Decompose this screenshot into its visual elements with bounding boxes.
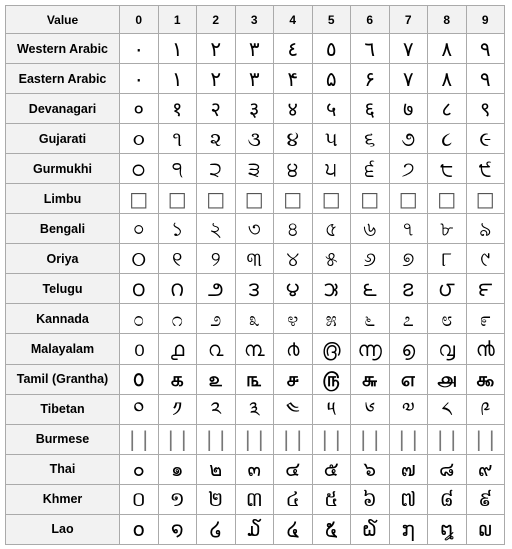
script-name: Kannada [6,304,120,334]
digit-cell-7: □ [389,184,428,214]
digit-cell-2: ൨ [197,334,236,364]
digit-cell-3: ੩ [235,154,274,184]
digit-cell-7: ൭ [389,334,428,364]
table-row [6,154,505,184]
digit-cell-7: ໗ [389,514,428,544]
digit-cell-1: ௧ [158,364,197,394]
numeral-systems-table [5,5,505,545]
script-name: Bengali [6,214,120,244]
digit-cell-3: ۳ [235,64,274,94]
script-name: Thai [6,454,120,484]
digit-cell-7: ៧ [389,484,428,514]
digit-cell-3: ៣ [235,484,274,514]
digit-cell-3: ౩ [235,274,274,304]
table-row [6,334,505,364]
digit-cell-5: ๕ [312,454,351,484]
digit-cell-8: ૮ [428,124,467,154]
digit-header-1: 1 [158,6,197,34]
digit-cell-6: □ [351,184,390,214]
digit-cell-0: ० [120,94,159,124]
digit-header-9: 9 [466,6,505,34]
digit-cell-4: ௪ [274,364,313,394]
digit-cell-1: ১ [158,214,197,244]
digit-cell-1: ೧ [158,304,197,334]
digit-cell-6: ੬ [351,154,390,184]
digit-cell-7: ೭ [389,304,428,334]
digit-cell-4: ໔ [274,514,313,544]
digit-cell-4: ٤ [274,34,313,64]
digit-cell-6: ۶ [351,64,390,94]
digit-cell-2: ໒ [197,514,236,544]
digit-cell-9: ৯ [466,214,505,244]
digit-cell-1: ༡ [158,394,197,424]
digit-cell-3: ३ [235,94,274,124]
digit-cell-3: | | [235,424,274,454]
digit-cell-6: ໖ [351,514,390,544]
digit-cell-2: ੨ [197,154,236,184]
digit-cell-5: ༥ [312,394,351,424]
digit-cell-9: ౯ [466,274,505,304]
digit-cell-8: ୮ [428,244,467,274]
digit-cell-6: ൬ [351,334,390,364]
digit-cell-9: □ [466,184,505,214]
digit-cell-4: ୪ [274,244,313,274]
digit-cell-9: ٩ [466,34,505,64]
digit-cell-2: ౨ [197,274,236,304]
digit-cell-5: ௫ [312,364,351,394]
script-name: Devanagari [6,94,120,124]
digit-cell-4: ೪ [274,304,313,334]
digit-cell-1: १ [158,94,197,124]
digit-cell-6: | | [351,424,390,454]
script-name: Tibetan [6,394,120,424]
table-row [6,94,505,124]
digit-cell-9: ൯ [466,334,505,364]
digit-header-3: 3 [235,6,274,34]
digit-cell-3: ൩ [235,334,274,364]
digit-cell-2: ୨ [197,244,236,274]
table-row [6,514,505,544]
digit-cell-9: ۹ [466,64,505,94]
digit-cell-2: ২ [197,214,236,244]
digit-cell-2: ២ [197,484,236,514]
value-header: Value [6,6,120,34]
digit-cell-5: ໕ [312,514,351,544]
digit-cell-3: ৩ [235,214,274,244]
digit-cell-7: ૭ [389,124,428,154]
digit-cell-1: ໑ [158,514,197,544]
digit-cell-9: ೯ [466,304,505,334]
table-row [6,274,505,304]
digit-cell-8: □ [428,184,467,214]
digit-header-8: 8 [428,6,467,34]
digit-header-4: 4 [274,6,313,34]
digit-cell-4: ۴ [274,64,313,94]
digit-cell-4: ४ [274,94,313,124]
digit-cell-7: ٧ [389,34,428,64]
table-row [6,124,505,154]
digit-cell-2: ௨ [197,364,236,394]
digit-cell-0: ૦ [120,124,159,154]
digit-cell-3: ୩ [235,244,274,274]
table-row [6,454,505,484]
digit-cell-2: ۲ [197,64,236,94]
digit-cell-8: ೮ [428,304,467,334]
digit-cell-3: ๓ [235,454,274,484]
digit-cell-6: ๖ [351,454,390,484]
digit-cell-4: ৪ [274,214,313,244]
digit-cell-0: ௦ [120,364,159,394]
digit-cell-7: ۷ [389,64,428,94]
digit-cell-8: ౮ [428,274,467,304]
digit-cell-3: □ [235,184,274,214]
digit-header-7: 7 [389,6,428,34]
table-row [6,364,505,394]
table-body [6,34,505,545]
digit-cell-8: ৮ [428,214,467,244]
digit-cell-6: ६ [351,94,390,124]
digit-cell-1: ൧ [158,334,197,364]
digit-cell-6: ೬ [351,304,390,334]
digit-cell-4: ૪ [274,124,313,154]
table-row [6,244,505,274]
script-name: Lao [6,514,120,544]
digit-cell-5: □ [312,184,351,214]
digit-cell-4: ๔ [274,454,313,484]
digit-cell-2: ๒ [197,454,236,484]
digit-cell-8: ៨ [428,484,467,514]
script-name: Western Arabic [6,34,120,64]
script-name: Tamil (Grantha) [6,364,120,394]
script-name: Burmese [6,424,120,454]
digit-cell-8: ٨ [428,34,467,64]
digit-cell-0: ០ [120,484,159,514]
digit-cell-6: ౬ [351,274,390,304]
digit-cell-5: ۵ [312,64,351,94]
digit-cell-2: ༢ [197,394,236,424]
digit-cell-8: ༨ [428,394,467,424]
digit-header-5: 5 [312,6,351,34]
digit-cell-5: ੫ [312,154,351,184]
digit-cell-7: ༧ [389,394,428,424]
digit-cell-6: ୬ [351,244,390,274]
digit-cell-5: ५ [312,94,351,124]
digit-cell-0: ۰ [120,64,159,94]
digit-cell-0: ໐ [120,514,159,544]
digit-cell-3: ٣ [235,34,274,64]
digit-cell-1: ๑ [158,454,197,484]
digit-cell-5: | | [312,424,351,454]
script-name: Limbu [6,184,120,214]
digit-cell-6: ༦ [351,394,390,424]
digit-cell-4: ౪ [274,274,313,304]
digit-cell-7: ७ [389,94,428,124]
digit-cell-3: ૩ [235,124,274,154]
digit-cell-2: | | [197,424,236,454]
digit-cell-8: | | [428,424,467,454]
digit-cell-8: ൮ [428,334,467,364]
table-row [6,64,505,94]
digit-cell-9: ༩ [466,394,505,424]
digit-cell-1: | | [158,424,197,454]
table-row [6,34,505,64]
digit-cell-1: ١ [158,34,197,64]
digit-cell-0: ০ [120,214,159,244]
digit-cell-1: ១ [158,484,197,514]
digit-cell-4: ൪ [274,334,313,364]
script-name: Malayalam [6,334,120,364]
digit-cell-1: □ [158,184,197,214]
digit-cell-4: ༤ [274,394,313,424]
digit-cell-3: ೩ [235,304,274,334]
digit-cell-3: ༣ [235,394,274,424]
digit-cell-8: ໘ [428,514,467,544]
digit-cell-1: ౧ [158,274,197,304]
script-name: Gurmukhi [6,154,120,184]
digit-cell-2: ೨ [197,304,236,334]
digit-cell-8: ௮ [428,364,467,394]
digit-cell-6: ૬ [351,124,390,154]
digit-cell-7: ๗ [389,454,428,484]
digit-cell-9: ९ [466,94,505,124]
digit-cell-8: ੮ [428,154,467,184]
digit-cell-5: ୫ [312,244,351,274]
script-name: Telugu [6,274,120,304]
digit-cell-9: ௯ [466,364,505,394]
digit-cell-0: ੦ [120,154,159,184]
digit-cell-5: ൫ [312,334,351,364]
digit-cell-9: ૯ [466,124,505,154]
digit-header-0: 0 [120,6,159,34]
script-name: Gujarati [6,124,120,154]
script-name: Oriya [6,244,120,274]
digit-cell-0: ༠ [120,394,159,424]
digit-cell-5: ৫ [312,214,351,244]
digit-cell-7: ੭ [389,154,428,184]
digit-cell-6: ៦ [351,484,390,514]
digit-cell-0: ൦ [120,334,159,364]
digit-cell-8: ۸ [428,64,467,94]
digit-cell-0: □ [120,184,159,214]
table-row [6,184,505,214]
script-name: Khmer [6,484,120,514]
digit-cell-7: ௭ [389,364,428,394]
digit-cell-7: ৭ [389,214,428,244]
digit-cell-2: ૨ [197,124,236,154]
digit-cell-9: ៩ [466,484,505,514]
digit-cell-5: ٥ [312,34,351,64]
digit-cell-1: ۱ [158,64,197,94]
digit-cell-0: ٠ [120,34,159,64]
digit-cell-8: ८ [428,94,467,124]
table-row [6,484,505,514]
digit-cell-5: ૫ [312,124,351,154]
digit-cell-0: ๐ [120,454,159,484]
digit-cell-0: | | [120,424,159,454]
digit-cell-5: ៥ [312,484,351,514]
digit-cell-7: | | [389,424,428,454]
digit-cell-7: ౭ [389,274,428,304]
table-row [6,424,505,454]
digit-cell-6: ৬ [351,214,390,244]
digit-cell-9: ໙ [466,514,505,544]
digit-cell-6: ٦ [351,34,390,64]
digit-header-2: 2 [197,6,236,34]
digit-cell-9: ୯ [466,244,505,274]
digit-cell-4: ៤ [274,484,313,514]
header-row [6,6,505,34]
digit-cell-1: ੧ [158,154,197,184]
table-row [6,304,505,334]
digit-cell-0: ౦ [120,274,159,304]
digit-cell-9: ੯ [466,154,505,184]
digit-cell-2: ٢ [197,34,236,64]
digit-cell-2: □ [197,184,236,214]
digit-cell-4: □ [274,184,313,214]
digit-cell-1: ୧ [158,244,197,274]
digit-cell-3: ௩ [235,364,274,394]
digit-cell-6: ௬ [351,364,390,394]
digit-cell-1: ૧ [158,124,197,154]
digit-cell-9: ๙ [466,454,505,484]
digit-cell-5: ౫ [312,274,351,304]
digit-header-6: 6 [351,6,390,34]
digit-cell-4: ੪ [274,154,313,184]
digit-cell-0: ೦ [120,304,159,334]
digit-cell-7: ୭ [389,244,428,274]
table-row [6,394,505,424]
digit-cell-5: ೫ [312,304,351,334]
digit-cell-9: | | [466,424,505,454]
digit-cell-8: ๘ [428,454,467,484]
digit-cell-4: | | [274,424,313,454]
digit-cell-3: ໓ [235,514,274,544]
script-name: Eastern Arabic [6,64,120,94]
digit-cell-2: २ [197,94,236,124]
digit-cell-0: ୦ [120,244,159,274]
table-row [6,214,505,244]
